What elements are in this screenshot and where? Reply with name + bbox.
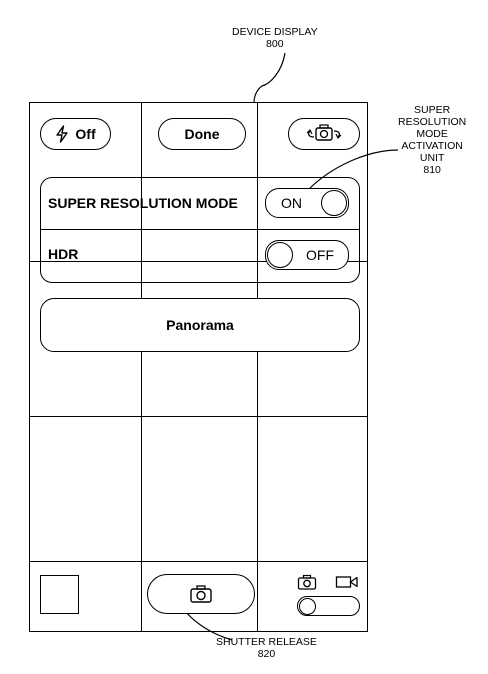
video-mode-camera-icon (335, 575, 359, 589)
device-display-ref: 800 (266, 38, 284, 50)
activation-unit-ref: 810 (423, 164, 441, 176)
hdr-state: OFF (306, 247, 334, 263)
shutter-release-ref: 820 (257, 648, 276, 660)
toggle-knob (299, 598, 316, 615)
settings-divider (41, 229, 359, 230)
shutter-release-label: SHUTTER RELEASE 820 (216, 636, 317, 660)
panorama-button[interactable] (40, 298, 360, 352)
hdr-toggle[interactable] (265, 240, 349, 270)
activation-unit-line-4: ACTIVATION (401, 140, 463, 152)
super-resolution-toggle[interactable] (265, 188, 349, 218)
photo-mode-camera-icon (297, 574, 317, 590)
shutter-button[interactable] (147, 574, 255, 614)
activation-unit-line-3: MODE (416, 128, 448, 140)
panorama-label: Panorama (166, 317, 234, 333)
super-resolution-state: ON (281, 195, 302, 211)
thumbnail[interactable] (40, 575, 79, 614)
device-display-leader (254, 53, 285, 102)
activation-unit-line-2: RESOLUTION (398, 116, 467, 128)
photo-video-mode-toggle[interactable] (297, 596, 360, 616)
done-label: Done (184, 126, 220, 142)
camera-icon (189, 584, 213, 604)
lightning-icon (55, 125, 69, 143)
toggle-knob (321, 190, 347, 216)
toggle-knob (267, 242, 293, 268)
switch-camera-icon (301, 122, 347, 146)
bottom-bar-divider (30, 561, 367, 562)
super-resolution-label: SUPER RESOLUTION MODE (48, 195, 238, 211)
activation-unit-line-5: UNIT (419, 152, 445, 164)
switch-camera-button[interactable] (288, 118, 360, 150)
grid-line-horizontal-2 (30, 416, 367, 417)
activation-unit-line-1: SUPER (414, 104, 451, 116)
flash-button[interactable] (40, 118, 111, 150)
hdr-label: HDR (48, 246, 79, 262)
flash-label: Off (75, 126, 96, 142)
done-button[interactable] (158, 118, 246, 150)
device-display-label: DEVICE DISPLAY 800 (232, 26, 318, 50)
device-display (29, 102, 368, 632)
